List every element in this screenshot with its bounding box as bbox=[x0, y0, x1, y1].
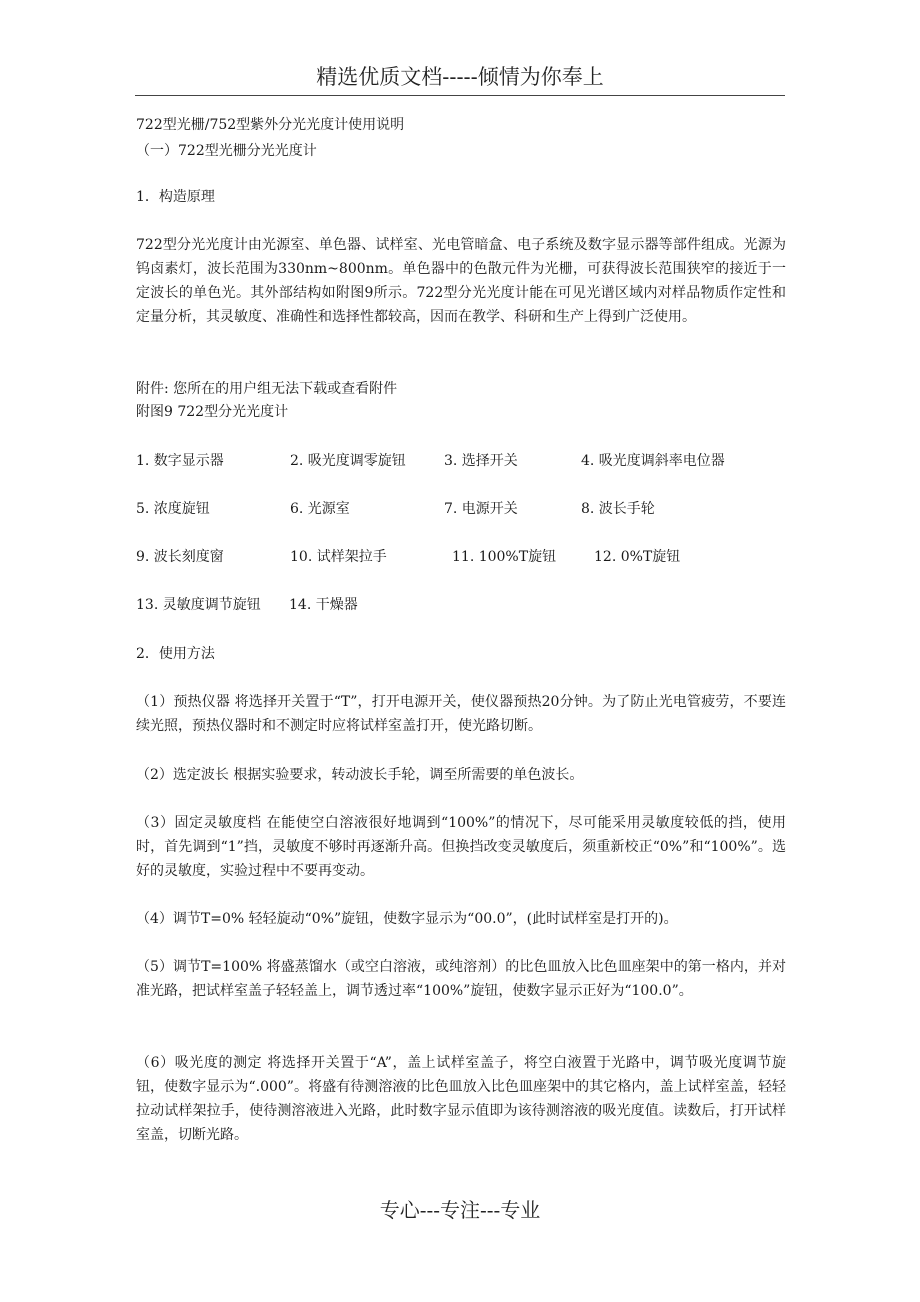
part-item: 4. 吸光度调斜率电位器 bbox=[581, 453, 725, 469]
parts-row bbox=[136, 499, 796, 519]
step-paragraph: （2）选定波长 根据实验要求，转动波长手轮，调至所需要的单色波长。 bbox=[136, 767, 584, 783]
step-paragraph: （1）预热仪器 将选择开关置于“T”，打开电源开关，使仪器预热20分钟。为了防止光电管疲劳，不要连续光照，预热仪器时和不测定时应将试样室盖打开，使光路切断。 bbox=[136, 694, 786, 734]
section-heading-usage: 2．使用方法 bbox=[136, 646, 215, 662]
section-heading-construction: 1．构造原理 bbox=[136, 189, 215, 205]
part-item: 8. 波长手轮 bbox=[581, 501, 655, 517]
part-item: 6. 光源室 bbox=[290, 501, 350, 517]
step-paragraph: （6）吸光度的测定 将选择开关置于“A”，盖上试样室盖子，将空白液置于光路中，调节吸光度调节旋钮，使数字显示为“.000”。将盛有待测溶液的比色皿放入比色皿座架中的其它格内，盖上试样室盖，轻轻拉动试样架拉手，使待测溶液进入光路，此时数字显示值即为该待测溶液的吸光度值。读数后，打开试样室盖，切断光路。 bbox=[136, 1055, 786, 1143]
part-item: 12. 0%T旋钮 bbox=[594, 549, 681, 565]
part-item: 11. 100%T旋钮 bbox=[452, 549, 557, 565]
parts-row bbox=[136, 451, 796, 471]
attachment-notice: 附件: 您所在的用户组无法下载或查看附件 bbox=[136, 381, 398, 397]
document-title: 722型光栅/752型紫外分光光度计使用说明 bbox=[136, 117, 405, 133]
part-item: 3. 选择开关 bbox=[444, 453, 518, 469]
part-item: 14. 干燥器 bbox=[289, 597, 358, 613]
part-item: 2. 吸光度调零旋钮 bbox=[290, 453, 406, 469]
figure-caption: 附图9 722型分光光度计 bbox=[136, 404, 289, 420]
document-subtitle: （一）722型光栅分光光度计 bbox=[136, 143, 317, 159]
step-paragraph: （4）调节T=0% 轻轻旋动“0%”旋钮，使数字显示为“00.0”，(此时试样室是打开的)。 bbox=[136, 911, 678, 927]
part-item: 5. 浓度旋钮 bbox=[136, 501, 210, 517]
part-item: 7. 电源开关 bbox=[444, 501, 518, 517]
header-divider bbox=[135, 95, 785, 96]
part-item: 13. 灵敏度调节旋钮 bbox=[136, 597, 261, 613]
intro-paragraph: 722型分光光度计由光源室、单色器、试样室、光电管暗盒、电子系统及数字显示器等部件组成。光源为钨卤素灯，波长范围为330nm~800nm。单色器中的色散元件为光栅，可获得波长范围狭窄的接近于一定波长的单色光。其外部结构如附图9所示。722型分光光度计能在可见光谱区域内对样品物质作定性和定量分析，其灵敏度、准确性和选择性都较高，因而在教学、科研和生产上得到广泛使用。 bbox=[136, 237, 786, 325]
step-paragraph: （3）固定灵敏度档 在能使空白溶液很好地调到“100%”的情况下，尽可能采用灵敏度较低的挡，使用时，首先调到“1”挡，灵敏度不够时再逐渐升高。但换挡改变灵敏度后，须重新校正“0%”和“100%”。选好的灵敏度，实验过程中不要再变动。 bbox=[136, 815, 786, 879]
parts-row bbox=[136, 547, 796, 567]
step-paragraph: （5）调节T=100% 将盛蒸馏水（或空白溶液，或纯溶剂）的比色皿放入比色皿座架中的第一格内，并对准光路，把试样室盖子轻轻盖上，调节透过率“100%”旋钮，使数字显示正好为“100.0”。 bbox=[136, 959, 786, 999]
part-item: 9. 波长刻度窗 bbox=[136, 549, 224, 565]
page-footer: 专心---专注---专业 bbox=[379, 1198, 541, 1222]
part-item: 10. 试样架拉手 bbox=[290, 549, 387, 565]
part-item: 1. 数字显示器 bbox=[136, 453, 224, 469]
parts-row bbox=[136, 595, 796, 615]
header-title: 精选优质文档-----倾情为你奉上 bbox=[316, 65, 604, 89]
